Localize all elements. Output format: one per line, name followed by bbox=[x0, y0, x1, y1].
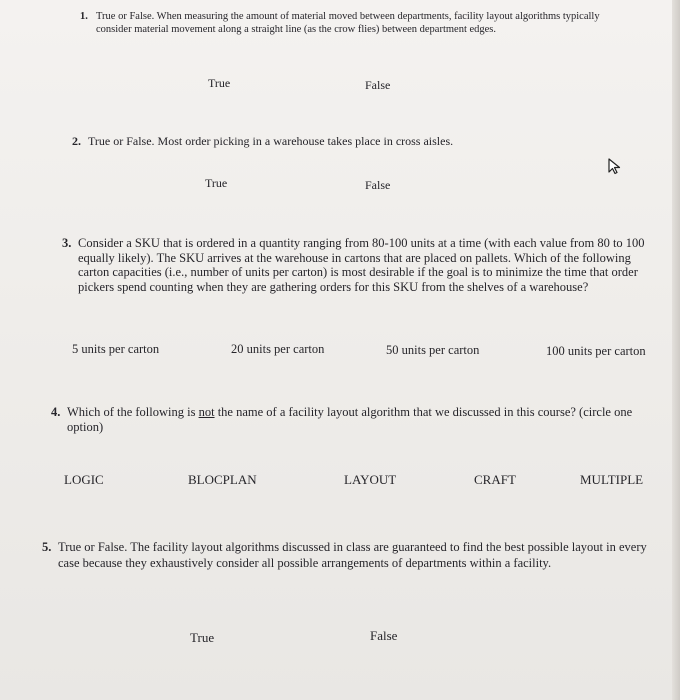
option-false[interactable]: False bbox=[370, 628, 398, 643]
option-false[interactable]: False bbox=[365, 78, 391, 92]
option-5-units[interactable]: 5 units per carton bbox=[72, 342, 160, 356]
question-number: 2. bbox=[72, 134, 81, 148]
option-100-units[interactable]: 100 units per carton bbox=[546, 344, 646, 358]
question-2 bbox=[72, 134, 608, 149]
option-layout[interactable]: LAYOUT bbox=[344, 472, 397, 487]
option-logic[interactable]: LOGIC bbox=[64, 472, 104, 487]
option-craft[interactable]: CRAFT bbox=[474, 472, 516, 487]
option-true[interactable]: True bbox=[208, 76, 231, 90]
option-true[interactable]: True bbox=[190, 630, 215, 645]
question-text: Which of the following is not the name of a facility layout algorithm that we discussed in this course? (circle one option) bbox=[67, 405, 633, 434]
option-multiple[interactable]: MULTIPLE bbox=[580, 472, 644, 487]
mouse-cursor-icon bbox=[606, 157, 624, 175]
option-true[interactable]: True bbox=[205, 176, 228, 190]
option-blocplan[interactable]: BLOCPLAN bbox=[188, 472, 257, 487]
option-20-units[interactable]: 20 units per carton bbox=[231, 342, 325, 356]
question-number: 4. bbox=[51, 405, 61, 419]
question-3 bbox=[62, 236, 650, 294]
question-number: 1. bbox=[80, 11, 88, 22]
option-false[interactable]: False bbox=[365, 178, 391, 192]
option-50-units[interactable]: 50 units per carton bbox=[386, 343, 480, 357]
question-text: True or False. When measuring the amount of material moved between departments, facility layout algorithms typically consider material movement along a straight line (as the crow flies) between department edges. bbox=[96, 11, 600, 35]
question-1 bbox=[80, 10, 616, 36]
question-text: True or False. The facility layout algorithms discussed in class are guaranteed to find the best possible layout in every case because they exhaustively consider all possible arrangements of departments within a facility. bbox=[58, 540, 647, 570]
question-5 bbox=[42, 540, 670, 571]
page-edge bbox=[672, 0, 680, 700]
question-text: True or False. Most order picking in a warehouse takes place in cross aisles. bbox=[88, 134, 454, 148]
question-text: Consider a SKU that is ordered in a quantity ranging from 80-100 units at a time (with each value from 80 to 100 equally likely). The SKU arrives at the warehouse in cartons that are placed on pallets. Which of the following carton capacities (i.e., number of units per carton) is most desirable if the goal is to minimize the time that order pickers spend counting when they are gathering orders for this SKU from the shelves of a warehouse? bbox=[78, 236, 645, 294]
question-number: 5. bbox=[42, 540, 52, 554]
emphasis-not: not bbox=[198, 405, 215, 419]
question-number: 3. bbox=[62, 236, 72, 250]
question-4 bbox=[51, 405, 657, 435]
